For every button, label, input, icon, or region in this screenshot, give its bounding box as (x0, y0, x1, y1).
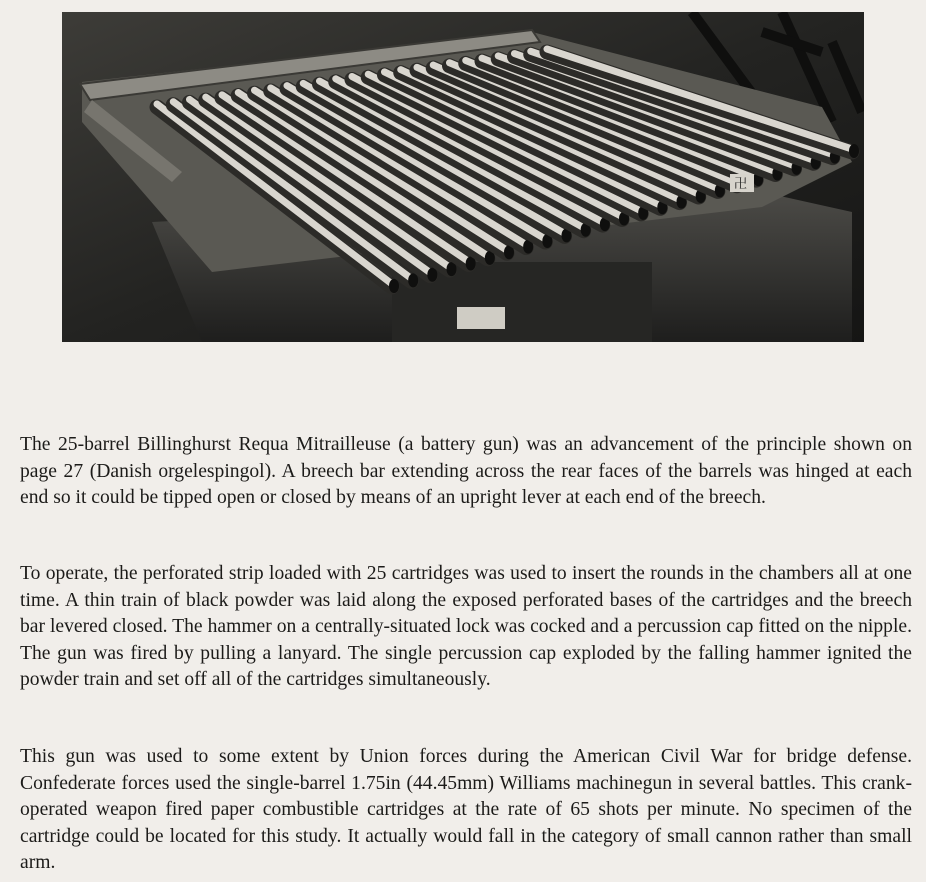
barrel-muzzle (849, 144, 859, 158)
barrel-muzzle (408, 273, 418, 287)
muzzle-plate-mark: 卍 (734, 177, 748, 192)
caption-paragraph-2: To operate, the perforated strip loaded with 25 cartridges was used to insert the rounds in the chambers all at one time. A thin train of black powder was laid along the exposed perforated bases of the cartridges and the breech bar levered closed. The hammer on a centrally-situated lock was cocked and a percussion cap fitted on the nipple. The gun was fired by pulling a lanyard. The single percussion cap exploded by the falling hammer ignited the powder train and set off all of the cartridges simultaneously. (20, 563, 912, 691)
barrel-muzzle (427, 268, 437, 282)
barrel-muzzle (389, 279, 399, 293)
carriage-label-plate (457, 307, 505, 329)
caption-paragraph-3: This gun was used to some extent by Union forces during the American Civil War for bridge defense. Confederate forces used the single-barrel 1.75in (44.45mm) Williams machinegun in several battles. This crank-operated weapon fired paper combustible cartridges at the rate of 65 shots per minute. No specimen of the cartridge could be located for this study. It actually would fall in the category of small cannon rather than small arm. (20, 746, 912, 874)
battery-gun-image (62, 12, 864, 342)
caption-paragraph-1: The 25-barrel Billinghurst Requa Mitrailleuse (a battery gun) was an advancement of the principle shown on page 27 (Danish orgelespingol). A breech bar extending across the rear faces of the barrels was hinged at each end so it could be tipped open or closed by means of an upright lever at each end of the breech. (20, 434, 912, 509)
gun-photograph (62, 12, 864, 342)
